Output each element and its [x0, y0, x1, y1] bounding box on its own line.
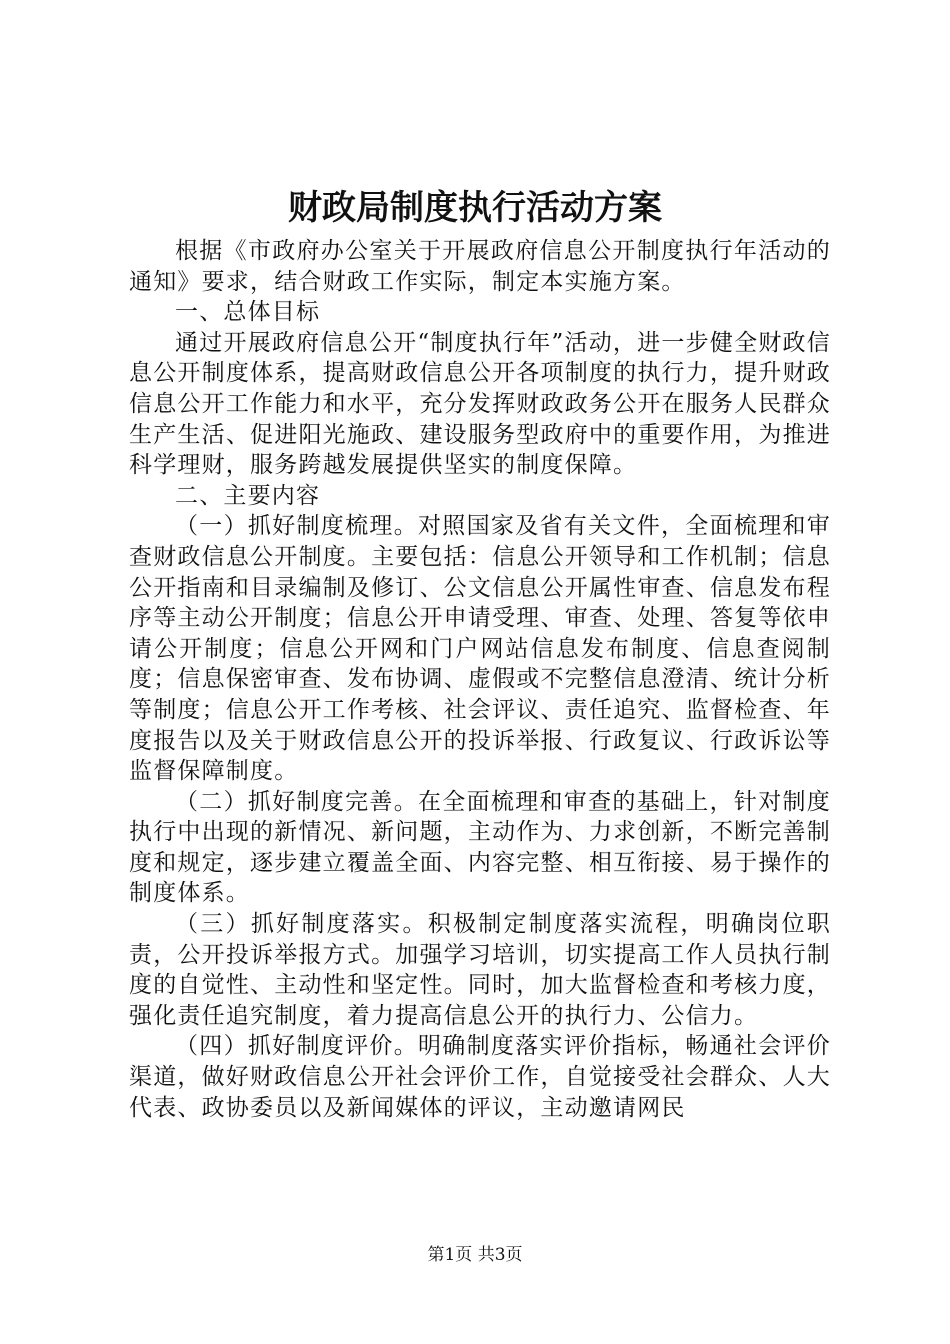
document-title: 财政局制度执行活动方案: [288, 188, 662, 228]
section-heading-overall-goal: 一、总体目标: [175, 299, 321, 326]
section-heading-main-content: 二、主要内容: [175, 482, 321, 509]
intro-paragraph: 根据《市政府办公室关于开展政府信息公开制度执行年活动的通知》要求，结合财政工作实际，制定本实施方案。: [129, 238, 831, 295]
document-body: [129, 236, 831, 1123]
content-paragraph-3: （三）抓好制度落实。积极制定制度落实流程，明确岗位职责，公开投诉举报方式。加强学习培训，切实提高工作人员执行制度的自觉性、主动性和坚定性。同时，加大监督检查和考核力度，强化责任追究制度，着力提高信息公开的执行力、公信力。: [129, 911, 831, 1029]
goal-paragraph: 通过开展政府信息公开“制度执行年”活动，进一步健全财政信息公开制度体系，提高财政信息公开各项制度的执行力，提升财政信息公开工作能力和水平，充分发挥财政政务公开在服务人民群众生产生活、促进阳光施政、建设服务型政府中的重要作用，为推进科学理财，服务跨越发展提供坚实的制度保障。: [129, 329, 831, 479]
content-paragraph-1: （一）抓好制度梳理。对照国家及省有关文件，全面梳理和审查财政信息公开制度。主要包括：信息公开领导和工作机制；信息公开指南和目录编制及修订、公文信息公开属性审查、信息发布程序等主动公开制度；信息公开申请受理、审查、处理、答复等依申请公开制度；信息公开网和门户网站信息发布制度、信息查阅制度；信息保密审查、发布协调、虚假或不完整信息澄清、统计分析等制度；信息公开工作考核、社会评议、责任追究、监督检查、年度报告以及关于财政信息公开的投诉举报、行政复议、行政诉讼等监督保障制度。: [129, 513, 831, 785]
page-footer: 第1页 共3页: [427, 1245, 523, 1265]
content-paragraph-2: （二）抓好制度完善。在全面梳理和审查的基础上，针对制度执行中出现的新情况、新问题，主动作为、力求创新，不断完善制度和规定，逐步建立覆盖全面、内容完整、相互衔接、易于操作的制度体系。: [129, 788, 831, 907]
content-paragraph-4: （四）抓好制度评价。明确制度落实评价指标，畅通社会评价渠道，做好财政信息公开社会评价工作，自觉接受社会群众、人大代表、政协委员以及新闻媒体的评议，主动邀请网民: [129, 1033, 831, 1121]
